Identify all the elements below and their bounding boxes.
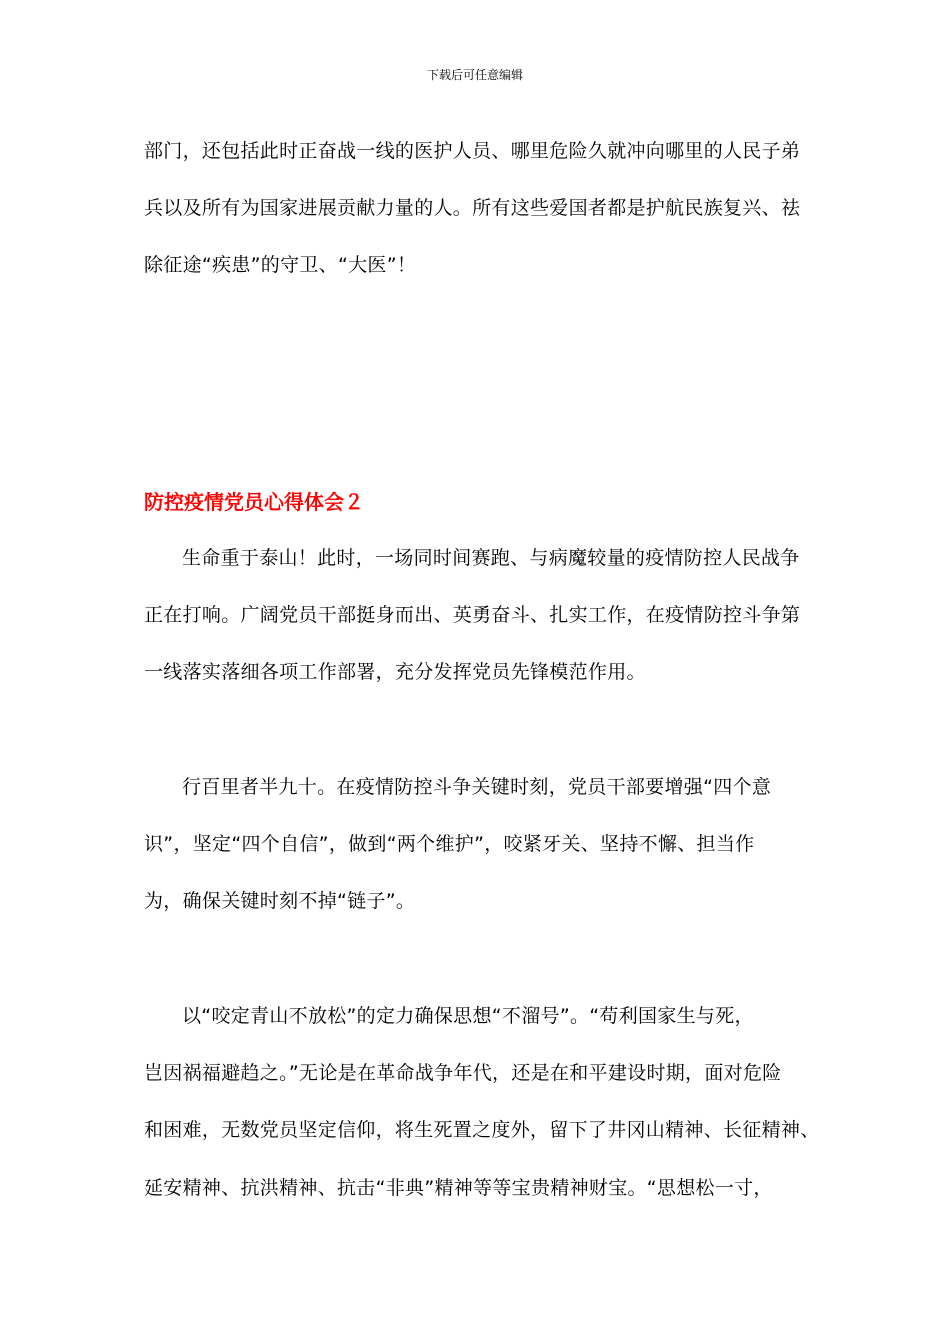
paragraph-3-line-3: 和困难，无数党员坚定信仰，将生死置之度外，留下了井冈山精神、长征精神、 [144,1119,820,1141]
intro-line-1: 部门，还包括此时正奋战一线的医护人员、哪里危险久就冲向哪里的人民子弟 [144,140,801,162]
section-heading: 防控疫情党员心得体会２ [144,490,364,514]
intro-line-2: 兵以及所有为国家进展贡献力量的人。所有这些爱国者都是护航民族复兴、祛 [144,197,801,219]
paragraph-2-line-3: 为，确保关键时刻不掉“链子”。 [144,890,416,912]
paragraph-2-line-2: 识”，坚定“四个自信”，做到“两个维护”，咬紧牙关、坚持不懈、担当作 [144,833,755,855]
paragraph-1-line-2: 正在打响。广阔党员干部挺身而出、英勇奋斗、扎实工作，在疫情防控斗争第 [144,604,801,626]
paragraph-3-line-2: 岂因祸福避趋之。”无论是在革命战争年代，还是在和平建设时期，面对危险 [144,1062,782,1084]
intro-line-3: 除征途“疾患”的守卫、“大医”！ [144,254,417,276]
paragraph-1-line-3: 一线落实落细各项工作部署，充分发挥党员先锋模范作用。 [144,661,646,683]
paragraph-3-line-4: 延安精神、抗洪精神、抗击“非典”精神等等宝贵精神财宝。“思想松一寸， [144,1177,773,1199]
paragraph-3-line-1: 以“咬定青山不放松”的定力确保思想“不溜号”。“苟利国家生与死， [182,1005,754,1027]
paragraph-1-line-1: 生命重于泰山！此时，一场同时间赛跑、与病魔较量的疫情防控人民战争 [182,547,800,569]
paragraph-2-line-1: 行百里者半九十。在疫情防控斗争关键时刻，党员干部要增强“四个意 [182,776,772,798]
header-note: 下载后可任意编辑 [426,68,523,82]
